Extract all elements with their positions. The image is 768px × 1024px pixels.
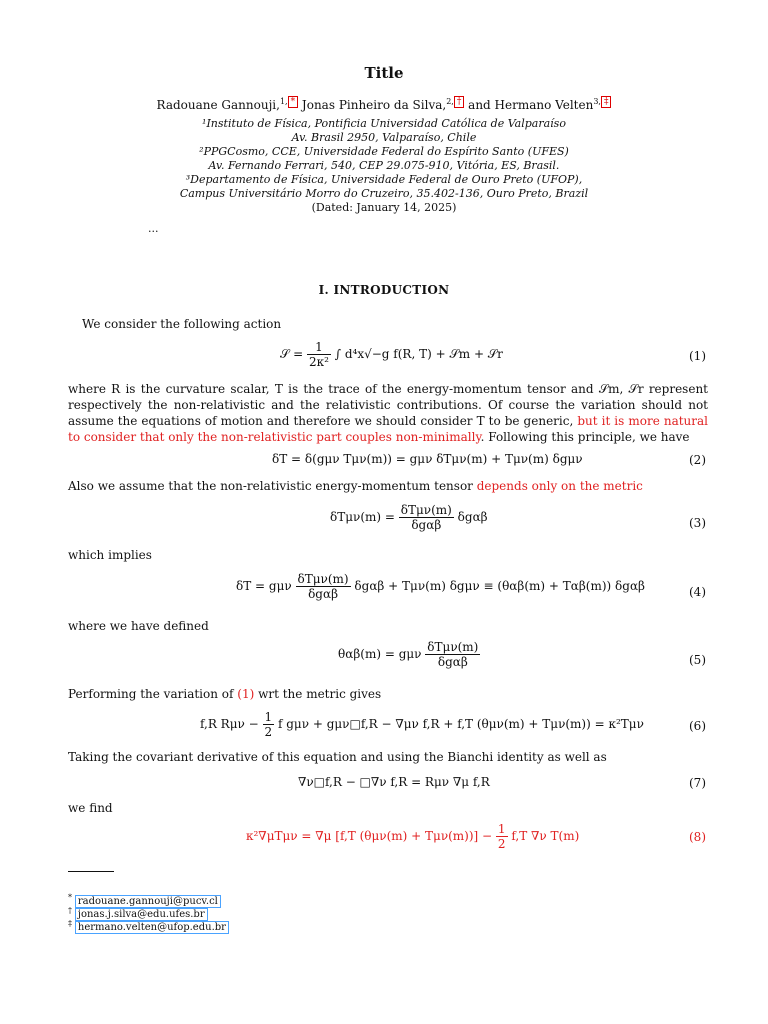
paragraph-2-highlight: but it is more natural to consider that only the non-relativistic part couples non-minimally [68, 414, 709, 444]
eq1-den: 2κ² [309, 355, 329, 369]
eq6-num: 1 [264, 710, 273, 724]
paragraph-6-text: Performing the variation of [68, 687, 238, 701]
email-link-3[interactable]: hermano.velten@ufop.edu.br [75, 921, 229, 934]
author-3: and Hermano Velten [468, 98, 594, 112]
equation-2: δT = δ(gμν Tμν(m)) = gμν δTμν(m) + Tμν(m) δgμν [272, 452, 583, 466]
author-2: Jonas Pinheiro da Silva, [301, 98, 447, 112]
eq-number-3: (3) [689, 516, 706, 530]
eq8-num: 1 [497, 822, 506, 836]
eq-number-2: (2) [689, 453, 706, 467]
eq4-rhs: δgαβ + Tμν(m) δgμν ≡ (θαβ(m) + Tαβ(m)) δgαβ [354, 579, 645, 593]
eq5-lhs: θαβ(m) = gμν [338, 647, 422, 661]
eq8-fraction [496, 822, 508, 851]
paragraph-5: where we have defined [68, 619, 209, 633]
eq5-den: δgαβ [437, 655, 468, 669]
eq3-num: δTμν(m) [400, 503, 452, 517]
section-heading: I. INTRODUCTION [318, 283, 450, 297]
eq4-den: δgαβ [308, 587, 339, 601]
equation-6 [200, 710, 644, 739]
eq4-lhs: δT = gμν [236, 579, 292, 593]
eq-number-4: (4) [689, 585, 706, 599]
equation-5 [338, 640, 480, 669]
footnote-3-mark: ‡ [68, 919, 72, 928]
eq3-lhs: δTμν(m) = [330, 510, 395, 524]
paragraph-6 [68, 686, 708, 702]
paragraph-8: we find [68, 801, 113, 815]
paragraph-6-end: wrt the metric gives [254, 687, 382, 701]
affiliation-line-4: Av. Fernando Ferrari, 540, CEP 29.075-910, Vitória, ES, Brasil. [208, 159, 560, 172]
paragraph-3-highlight: depends only on the metric [476, 479, 643, 493]
footnote-2-mark: † [68, 906, 72, 915]
email-link-1[interactable]: radouane.gannouji@pucv.cl [75, 895, 221, 908]
footnote-2 [68, 906, 208, 920]
eq1-fraction [307, 340, 331, 369]
equation-8 [246, 822, 579, 851]
eq4-fraction [296, 572, 351, 601]
paragraph-2 [68, 381, 708, 445]
footnote-1-mark: * [68, 893, 72, 902]
eq6-den: 2 [264, 725, 273, 739]
paragraph-3-text: Also we assume that the non-relativistic energy-momentum tensor [68, 479, 477, 493]
paragraph-4: which implies [68, 548, 152, 562]
affiliation-line-2: Av. Brasil 2950, Valparaíso, Chile [291, 131, 477, 144]
eq-number-7: (7) [689, 776, 706, 790]
equation-4 [236, 572, 645, 601]
equation-7: ∇ν□f,R − □∇ν f,R = Rμν ∇μ f,R [298, 775, 490, 789]
abstract: ... [148, 222, 159, 235]
eq8-part-b: f,T ∇ν T(m) [511, 829, 580, 843]
eq6-fraction [263, 710, 275, 739]
footnote-divider [68, 871, 114, 872]
paragraph-2-text: where R is the curvature scalar, T is the trace of the energy-momentum tensor and 𝒮m, 𝒮r represent respectively the non-relativistic and the relativistic contributions. Of course the variation should not assume the equations of motion and therefore we should consider T to be generic, [68, 382, 708, 428]
author-2-affil: 2, [446, 97, 454, 106]
eq6-part-a: f,R Rμν − [200, 717, 259, 731]
eq3-den: δgαβ [411, 518, 442, 532]
eq1-lhs: 𝒮 = [280, 347, 304, 361]
footnote-1 [68, 893, 221, 907]
eq3-fraction [399, 503, 454, 532]
eq5-fraction [425, 640, 480, 669]
eq1-num: 1 [307, 340, 331, 355]
paragraph-7: Taking the covariant derivative of this equation and using the Bianchi identity as well as [68, 750, 607, 764]
paragraph-2-end: . Following this principle, we have [480, 430, 690, 444]
affiliation-line-6: Campus Universitário Morro do Cruzeiro, 35.402-136, Ouro Preto, Brazil [179, 187, 589, 200]
equation-1-reference-link[interactable]: (1) [237, 687, 255, 701]
eq3-rhs: δgαβ [457, 510, 488, 524]
author-1-footnote-link[interactable]: * [288, 96, 299, 108]
equation-1 [280, 340, 503, 369]
eq-number-8: (8) [689, 830, 706, 844]
eq-number-6: (6) [689, 719, 706, 733]
author-1: Radouane Gannouji, [156, 98, 280, 112]
eq6-part-b: f gμν + gμν□f,R − ∇μν f,R + f,T (θμν(m) + Tμν(m)) = κ²Tμν [277, 717, 644, 731]
paper-title: Title [364, 64, 404, 82]
author-3-affil: 3, [593, 97, 601, 106]
affiliation-line-5: ³Departamento de Física, Universidade Federal de Ouro Preto (UFOP), [185, 173, 583, 186]
author-3-footnote-link[interactable]: ‡ [601, 96, 612, 108]
eq-number-1: (1) [689, 349, 706, 363]
eq-number-5: (5) [689, 653, 706, 667]
paragraph-1: We consider the following action [82, 317, 282, 331]
eq8-part-a: κ²∇μTμν = ∇μ [f,T (θμν(m) + Tμν(m))] − [246, 829, 493, 843]
email-link-2[interactable]: jonas.j.silva@edu.ufes.br [75, 908, 208, 921]
eq4-num: δTμν(m) [297, 572, 349, 586]
footnote-3 [68, 919, 229, 933]
affiliation-line-3: ²PPGCosmo, CCE, Universidade Federal do Espírito Santo (UFES) [199, 145, 569, 158]
eq5-num: δTμν(m) [427, 640, 479, 654]
eq1-rhs: ∫ d⁴x√−g f(R, T) + 𝒮m + 𝒮r [334, 347, 503, 361]
eq8-den: 2 [497, 837, 506, 851]
dated-line: (Dated: January 14, 2025) [311, 201, 457, 214]
paragraph-3 [68, 478, 708, 494]
author-line [0, 97, 768, 112]
equation-3 [330, 503, 488, 532]
affiliation-line-1: ¹Instituto de Física, Pontificia Universidad Católica de Valparaíso [202, 117, 566, 130]
author-1-affil: 1, [279, 97, 288, 106]
author-2-footnote-link[interactable]: † [454, 96, 465, 108]
